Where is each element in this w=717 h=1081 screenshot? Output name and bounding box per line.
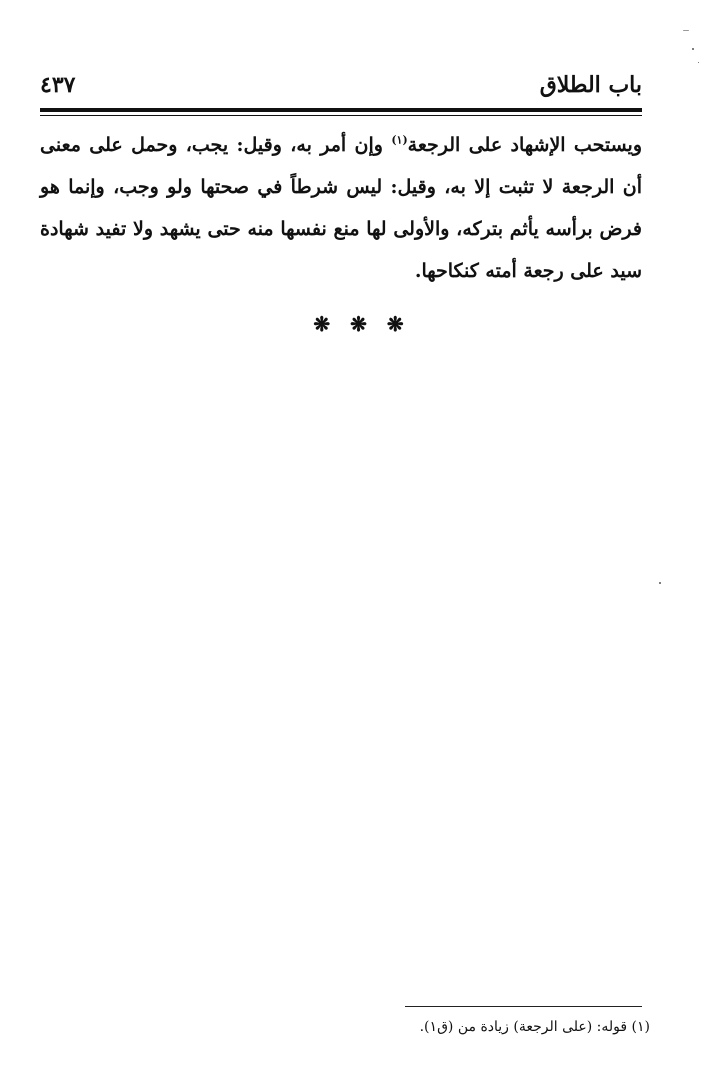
paragraph-text-start: ويستحب الإشهاد على الرجعة	[407, 134, 642, 156]
section-separator	[0, 312, 717, 336]
scan-speck	[683, 30, 689, 31]
footnote-reference: (١)	[391, 133, 408, 147]
body-paragraph	[40, 124, 642, 292]
scan-speck	[692, 48, 694, 50]
footnote-rule	[405, 1006, 642, 1007]
paragraph-text-rest: وإن أمر به، وقيل: يجب، وحمل على معنى أن الرجعة لا تثبت إلا به، وقيل: ليس شرطاً في صحتها ولو وجب، وإنما هو فرض برأسه يأثم بتركه، والأولى لها منع نفسها منه حتى يشهد ولا تفيد شهادة سيد على رجعة أمته كنكاحها.	[40, 134, 642, 282]
scan-speck	[698, 62, 699, 63]
page-header	[40, 72, 642, 104]
chapter-title: باب الطلاق	[539, 72, 642, 98]
header-rule	[40, 108, 642, 112]
separator-mark: ❋	[386, 312, 404, 336]
footnote: (١) قوله: (على الرجعة) زيادة من (ق١).	[419, 1019, 650, 1035]
scan-speck	[659, 582, 661, 584]
header-rule-thin	[40, 115, 642, 116]
separator-mark: ❋	[350, 312, 367, 336]
page-number: ٤٣٧	[40, 72, 76, 98]
separator-mark: ❋	[313, 312, 331, 336]
